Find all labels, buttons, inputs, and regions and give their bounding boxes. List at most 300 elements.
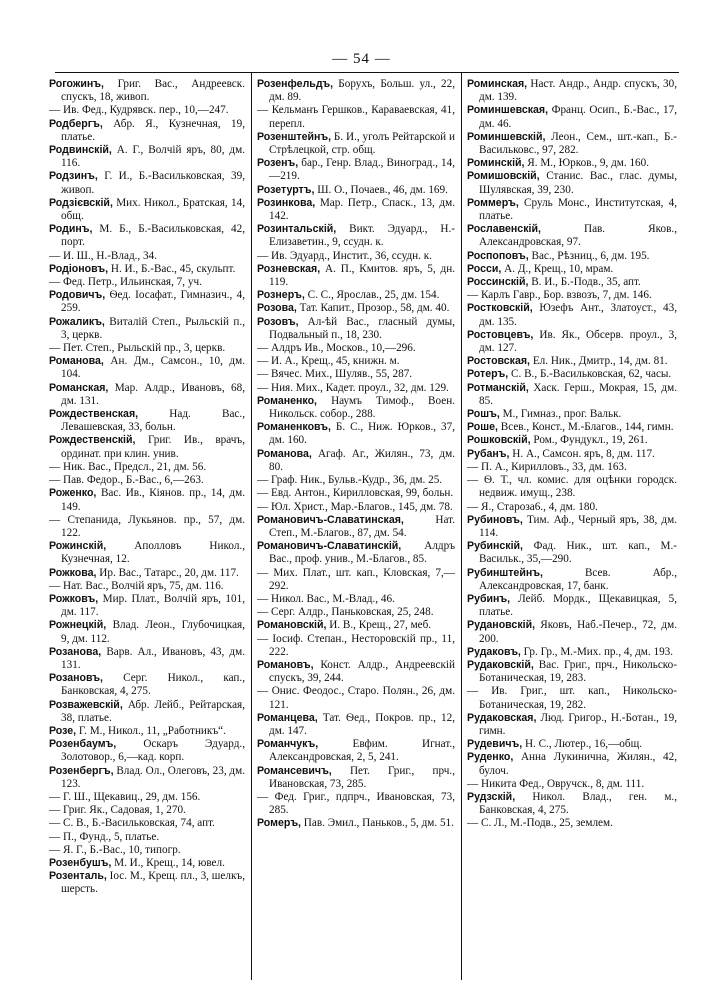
directory-entry — [467, 157, 677, 170]
directory-entry — [257, 658, 455, 685]
entry-surname: Роммеръ, — [467, 196, 519, 209]
directory-entry — [467, 104, 677, 130]
entry-details: М., Гимназ., прог. Вальк. — [499, 408, 622, 421]
entry-surname: Рубанъ, — [467, 447, 510, 460]
entry-details: — Евд. Антон., Кирилловская, 99, больн. — [257, 487, 454, 500]
directory-entry — [49, 170, 245, 196]
entry-surname: Родзієвскій, — [49, 196, 113, 209]
entry-surname: Рудаковъ, — [467, 645, 521, 658]
directory-entry — [257, 619, 455, 632]
entry-details: Лейб. Мордк., Щекавицкая, 5, платье. — [479, 592, 677, 619]
directory-entry — [49, 843, 245, 857]
column-divider — [251, 72, 252, 980]
entry-details: Ѳед. Іосафат., Гимназич., 4, 259. — [61, 289, 245, 315]
directory-entry — [467, 249, 677, 263]
entry-details: — Ив. Эдуард., Инстит., 36, ссудн. к. — [257, 249, 432, 262]
entry-surname: Розневская, — [257, 262, 321, 275]
entry-details: — Вячес. Мих., Шуляв., 55, 287. — [257, 368, 413, 381]
directory-entry — [49, 474, 245, 487]
entry-surname: Романенковъ, — [257, 421, 331, 434]
entry-details: Абр. Я., Кузнечная, 19, платье. — [61, 117, 245, 143]
entry-surname: Руденко, — [467, 751, 514, 764]
entry-details: Гр. Гр., М.-Мих. пр., 4, дм. 193. — [520, 645, 674, 658]
directory-entry — [257, 500, 455, 514]
directory-entry — [49, 460, 245, 474]
entry-details: Наст. Андр., Андр. спускъ, 30, дм. 139. — [479, 78, 677, 104]
entry-details: Оскаръ Эдуард., Золотовор., 6,—кад. корп. — [61, 738, 245, 764]
directory-entry — [467, 78, 677, 104]
directory-entry — [257, 566, 455, 593]
directory-entry — [467, 738, 677, 751]
entry-surname: Родвинскій, — [49, 144, 112, 157]
directory-entry — [467, 711, 677, 738]
entry-surname: Рудевичъ, — [467, 738, 523, 751]
entry-surname: Розенталь, — [49, 870, 107, 883]
directory-entry — [257, 249, 455, 263]
entry-details: — Пет. Степ., Рыльскій пр., 3, церкв. — [49, 342, 226, 355]
header-rule — [55, 72, 679, 73]
entry-details: В. И., Б.-Подв., 35, апт. — [528, 276, 641, 289]
entry-surname: Розенбергъ, — [49, 764, 114, 777]
directory-entry — [467, 817, 677, 830]
directory-entry — [49, 764, 245, 791]
entry-details: Г. И., Б.-Васильковская, 39, живоп. — [61, 170, 245, 196]
directory-entry — [49, 196, 245, 223]
entry-details: — Никита Фед., Овручск., 8, дм. 111. — [467, 777, 645, 790]
entry-details: — Григ. Як., Садовая, 1, 270. — [49, 804, 186, 817]
entry-details: Серг. Никол., кап., Банковская, 4, 275. — [61, 672, 245, 698]
entry-details: — Онис. Феодос., Старо. Полян., 26, дм. 121. — [257, 685, 455, 711]
entry-surname: Розановъ, — [49, 672, 103, 685]
entry-details: — Карлъ Гавр., Бор. взвозъ, 7, дм. 146. — [467, 289, 652, 302]
entry-surname: Розанова, — [49, 645, 102, 658]
entry-surname: Романцева, — [257, 711, 318, 724]
directory-entry — [467, 540, 677, 566]
directory-entry — [257, 302, 455, 315]
entry-details: — Я. Г., Б.-Вас., 10, типогр. — [49, 843, 181, 856]
entry-surname: Роженко, — [49, 487, 97, 500]
directory-entry — [257, 447, 455, 474]
entry-surname: Роминскій, — [467, 157, 525, 170]
directory-entry — [467, 368, 677, 381]
directory-entry — [49, 804, 245, 817]
entry-details: Нат. Степ., М.-Благов., 87, дм. 54. — [269, 513, 455, 539]
directory-entry — [257, 685, 455, 711]
entry-surname: Роше, — [467, 421, 498, 434]
directory-entry — [467, 408, 677, 421]
directory-entry — [257, 262, 455, 289]
entry-details: — Нат. Вас., Волчій яръ, 75, дм. 116. — [49, 579, 224, 592]
directory-entry — [49, 619, 245, 645]
entry-details: Викт. Эдуард., Н.-Елизаветин., 9, ссудн. к. — [269, 223, 455, 249]
entry-details: Юзефъ Ант., Златоуст., 43, дм. 135. — [479, 302, 677, 328]
entry-details: Н. А., Самсон. яръ, 8, дм. 117. — [509, 447, 655, 460]
entry-surname: Рознеръ, — [257, 289, 305, 302]
entry-details: — Я., Староза6., 4, дм. 180. — [467, 500, 598, 513]
entry-details: Аполловъ Никол., Кузнечная, 12. — [61, 540, 245, 566]
entry-details: Яковъ, Наб.-Печер., 72, дм. 200. — [479, 619, 677, 645]
entry-surname: Рожковъ, — [49, 592, 99, 605]
entry-surname: Родовичъ, — [49, 289, 106, 302]
entry-details: Варв. Ал., Ивановъ, 43, дм. 131. — [61, 645, 245, 671]
entry-details: Ш. О., Почаев., 46, дм. 169. — [314, 183, 448, 196]
directory-column-3 — [467, 78, 677, 831]
entry-details: Г. М., Никол., 11, „Работникъ“. — [76, 724, 226, 737]
directory-entry — [467, 434, 677, 447]
entry-details: Сруль Монс., Институтская, 4, платье. — [479, 196, 677, 223]
directory-entry — [49, 381, 245, 408]
directory-entry — [467, 685, 677, 711]
entry-surname: Роспоповъ, — [467, 249, 529, 262]
directory-entry — [467, 447, 677, 461]
directory-entry — [49, 579, 245, 593]
entry-details: Алдръ Вас., проф. унив., М.-Благов., 85. — [269, 540, 455, 566]
entry-details: — П., Фунд., 5, платье. — [49, 830, 160, 843]
directory-entry — [257, 223, 455, 249]
entry-details: Я. М., Юрков., 9, дм. 160. — [524, 157, 650, 170]
entry-surname: Роминская, — [467, 78, 528, 90]
entry-surname: Рудзскій, — [467, 790, 516, 803]
entry-details: — С. Л., М.-Подв., 25, землем. — [467, 817, 613, 830]
directory-entry — [257, 764, 455, 791]
entry-details: Мир. Плат., Волчій яръ, 101, дм. 117. — [61, 592, 245, 619]
directory-entry — [49, 540, 245, 566]
directory-entry — [257, 540, 455, 566]
entry-surname: Розовъ, — [257, 315, 299, 328]
entry-details: Станис. Вас., глас. думы, Шулявская, 39, 230. — [479, 170, 677, 196]
entry-details: Ром., Фундукл., 19, 261. — [530, 434, 648, 447]
entry-details: — Граф. Ник., Бульв.-Кудр., 36, дм. 25. — [257, 474, 443, 487]
entry-surname: Ротеръ, — [467, 368, 509, 381]
directory-entry — [467, 513, 677, 540]
directory-entry — [49, 870, 245, 896]
directory-entry — [467, 566, 677, 593]
directory-entry — [467, 592, 677, 619]
entry-details: С. С., Ярослав., 25, дм. 154. — [304, 289, 440, 302]
entry-details: — Серг. Алдр., Паньковская, 25, 248. — [257, 606, 434, 619]
directory-entry — [257, 104, 455, 130]
directory-entry — [467, 790, 677, 817]
directory-entry — [257, 632, 455, 659]
directory-entry — [257, 355, 455, 368]
directory-entry — [49, 315, 245, 342]
directory-entry — [257, 196, 455, 223]
entry-surname: Розетуртъ, — [257, 183, 315, 196]
directory-entry — [49, 592, 245, 619]
directory-entry — [49, 566, 245, 580]
directory-entry — [49, 342, 245, 355]
directory-entry — [467, 777, 677, 791]
directory-entry — [467, 289, 677, 302]
entry-details: Григ. Ив., врачъ, ординат. при клин. унив. — [61, 434, 245, 460]
entry-surname: Рождественскій, — [49, 434, 136, 447]
directory-entry — [257, 513, 455, 540]
directory-entry — [467, 421, 677, 434]
entry-surname: Рошъ, — [467, 408, 500, 421]
entry-details: Тат. Ѳед., Покров. пр., 12, дм. 147. — [269, 711, 455, 737]
entry-details: Фад. Ник., шт. кап., М.-Васильк., 35,—290. — [479, 540, 677, 566]
directory-entry — [257, 711, 455, 738]
entry-surname: Розинтальскій, — [257, 223, 337, 236]
entry-surname: Родинъ, — [49, 223, 93, 236]
entry-details: — Іосиф. Степан., Несторовскій пр., 11, 222. — [257, 632, 455, 658]
entry-details: — Пав. Федор., Б.-Вас., 6,—263. — [49, 474, 204, 487]
entry-surname: Розенбушъ, — [49, 856, 112, 869]
entry-details: — Ник. Вас., Предсл., 21, дм. 56. — [49, 460, 207, 473]
entry-surname: Ростковскій, — [467, 302, 533, 315]
entry-details: Вас., Рѣзниц., 6, дм. 195. — [528, 249, 650, 262]
directory-entry — [467, 328, 677, 355]
directory-entry — [49, 144, 245, 170]
entry-details: С. В., Б.-Васильковская, 62, часы. — [508, 368, 672, 381]
entry-details: — Фед. Петр., Ильинская, 7, уч. — [49, 276, 202, 289]
directory-entry — [467, 500, 677, 514]
directory-entry — [467, 658, 677, 685]
directory-entry — [257, 183, 455, 197]
entry-surname: Рожнецкій, — [49, 619, 107, 632]
directory-entry — [49, 738, 245, 764]
entry-details: — И. Ш., Н.-Влад., 34. — [49, 249, 158, 262]
entry-surname: Рожкова, — [49, 566, 97, 579]
directory-entry — [49, 355, 245, 381]
directory-entry — [467, 381, 677, 408]
entry-surname: Романова, — [257, 447, 312, 460]
entry-details: Тат. Капит., Прозор., 58, дм. 40. — [296, 302, 450, 315]
entry-details: — И. А., Крещ., 45, книжн. м. — [257, 355, 400, 368]
directory-entry — [49, 117, 245, 144]
directory-entry — [49, 790, 245, 804]
entry-details: Вас. Григ., прч., Никольско-Ботаническая, 19, 283. — [479, 658, 677, 685]
entry-surname: Романенко, — [257, 394, 317, 407]
entry-surname: Романовскій, — [257, 619, 327, 632]
entry-details: Наумъ Тимоф., Воен. Никольск. собор., 288. — [269, 394, 455, 421]
directory-entry — [49, 408, 245, 434]
entry-surname: Рославенскій, — [467, 223, 541, 236]
directory-entry — [49, 289, 245, 315]
entry-details: Анна Лукинична, Жилян., 42, булоч. — [479, 751, 677, 777]
entry-surname: Розважевскій, — [49, 698, 123, 711]
directory-entry — [467, 474, 677, 500]
entry-details: — Мих. Плат., шт. кап., Кловская, 7,—292. — [257, 566, 455, 592]
entry-details: Всев. Абр., Александровская, 17, банк. — [479, 566, 677, 592]
directory-entry — [49, 223, 245, 249]
directory-entry — [257, 157, 455, 183]
entry-surname: Росси, — [467, 262, 502, 275]
entry-surname: Розенштейнъ, — [257, 130, 332, 143]
directory-entry — [257, 790, 455, 817]
entry-details: Григ. Вас., Андреевск. спускъ, 18, живоп. — [61, 78, 245, 104]
entry-details: Мар. Петр., Спаск., 13, дм. 142. — [269, 196, 455, 223]
directory-entry — [49, 78, 245, 104]
entry-surname: Розенъ, — [257, 157, 299, 170]
directory-entry — [257, 342, 455, 355]
directory-entry — [467, 130, 677, 157]
entry-details: Хаск. Герш., Мокрая, 15, дм. 85. — [479, 381, 677, 407]
entry-details: бар., Генр. Влад., Виноград., 14,—219. — [269, 157, 455, 183]
entry-details: Ан. Дм., Самсон., 10, дм. 104. — [61, 355, 245, 381]
entry-details: Іос. М., Крещ. пл., 3, шелкъ, шерсть. — [61, 870, 245, 896]
directory-entry — [257, 817, 455, 830]
directory-entry — [467, 751, 677, 777]
directory-entry — [467, 276, 677, 289]
entry-details: Пав. Эмил., Паньков., 5, дм. 51. — [301, 817, 454, 830]
entry-details: Влад. Ол., Олеговъ, 23, дм. 123. — [61, 764, 245, 790]
entry-details: А. П., Кмитов. яръ, 5, дн. 119. — [269, 262, 455, 289]
entry-details: Пав. Яков., Александровская, 97. — [479, 223, 677, 249]
entry-details: — С. В., Б.-Васильковская, 74, апт. — [49, 817, 215, 830]
entry-details: Ел. Ник., Дмитр., 14, дм. 81. — [530, 355, 668, 368]
directory-entry — [257, 315, 455, 342]
entry-surname: Ромеръ, — [257, 817, 301, 830]
entry-surname: Рубинштейнъ, — [467, 566, 543, 579]
directory-entry — [49, 276, 245, 289]
directory-column-2 — [257, 78, 455, 831]
entry-details: Влад. Леон., Глубочицкая, 9, дм. 112. — [61, 619, 245, 645]
entry-surname: Рогожинъ, — [49, 78, 104, 90]
entry-surname: Рубинъ, — [467, 592, 511, 605]
entry-details: Никол. Влад., ген. м., Банковская, 4, 275. — [479, 790, 677, 817]
entry-surname: Ротманскій, — [467, 381, 529, 394]
directory-entry — [467, 355, 677, 368]
entry-surname: Рудановскій, — [467, 619, 536, 632]
entry-details: — Никол. Вас., М.-Влад., 46. — [257, 592, 395, 605]
entry-details: Б. И., уголъ Рейтарской и Стрѣлецкой, стр. общ. — [269, 130, 455, 157]
entry-surname: Рудаковская, — [467, 711, 537, 724]
directory-entry — [467, 302, 677, 328]
page-number: — 54 — — [332, 51, 391, 67]
entry-details: — Фед. Григ., пдпрч., Ивановская, 73, 285. — [257, 790, 455, 817]
entry-details: Мих. Никол., Братская, 14, общ. — [61, 196, 245, 223]
entry-surname: Романовичъ-Славатинскій, — [257, 540, 402, 553]
entry-surname: Романчукъ, — [257, 738, 319, 751]
entry-details: Пет. Григ., прч., Ивановская, 73, 285. — [269, 764, 455, 790]
entry-surname: Розенбаумъ, — [49, 738, 117, 751]
entry-surname: Романова, — [49, 355, 104, 368]
entry-details: М. Б., Б.-Васильковская, 42, порт. — [61, 223, 245, 249]
entry-surname: Роминшевская, — [467, 104, 549, 117]
entry-details: Н. И., Б.-Вас., 45, скульпт. — [108, 262, 236, 275]
entry-details: Всев., Конст., М.-Благов., 144, гимн. — [497, 421, 674, 434]
entry-details: А. Д., Крещ., 10, мрам. — [501, 262, 614, 275]
entry-details: — Кельманъ Гершков., Караваевская, 41, перепл. — [257, 104, 455, 130]
directory-entry — [257, 592, 455, 606]
directory-entry — [49, 698, 245, 725]
entry-details: Н. С., Лютер., 16,—общ. — [522, 738, 642, 751]
directory-entry — [257, 421, 455, 447]
entry-details: И. В., Крещ., 27, меб. — [326, 619, 432, 632]
entry-surname: Ростовская, — [467, 355, 531, 368]
directory-entry — [49, 724, 245, 738]
entry-details: — Ния. Мих., Кадет. проул., 32, дм. 129. — [257, 381, 449, 394]
entry-details: Б. С., Ниж. Юрков., 37, дм. 160. — [269, 421, 455, 447]
directory-entry — [257, 738, 455, 764]
directory-entry — [49, 249, 245, 263]
directory-entry — [467, 645, 677, 659]
directory-entry — [257, 474, 455, 487]
entry-surname: Розинкова, — [257, 196, 316, 209]
entry-surname: Рождественская, — [49, 408, 139, 421]
directory-entry — [49, 434, 245, 460]
entry-details: Абр. Лейб., Рейтарская, 38, платье. — [61, 698, 245, 724]
directory-entry — [49, 513, 245, 540]
directory-entry — [467, 170, 677, 196]
entry-details: Леон., Сем., шт.-кап., Б.-Васильковс., 97, 282. — [479, 130, 677, 157]
directory-entry — [49, 672, 245, 698]
entry-surname: Розе, — [49, 724, 77, 737]
entry-surname: Родзинъ, — [49, 170, 98, 183]
entry-details: — Юл. Христ., Мар.-Благов., 145, дм. 78. — [257, 500, 453, 513]
entry-surname: Рудаковскій, — [467, 658, 534, 671]
directory-entry — [467, 223, 677, 249]
directory-entry — [467, 196, 677, 223]
entry-details: — Г. Ш., Щекавиц., 29, дм. 156. — [49, 790, 201, 803]
entry-details: — Ѳ. Т., чл. комис. для оцѣнки городск. недвиж. имущ., 238. — [467, 474, 677, 500]
entry-surname: Россинскій, — [467, 276, 529, 289]
directory-entry — [257, 78, 455, 104]
entry-surname: Рубиновъ, — [467, 513, 523, 526]
entry-surname: Родіоновъ, — [49, 262, 109, 275]
entry-surname: Розова, — [257, 302, 297, 315]
directory-entry — [257, 606, 455, 619]
column-divider — [461, 72, 462, 980]
directory-entry — [49, 830, 245, 844]
entry-details: Над. Вас., Левашевская, 33, больн. — [61, 408, 245, 434]
directory-entry — [257, 381, 455, 395]
directory-entry — [49, 104, 245, 117]
entry-details: — Степанида, Лукьянов. пр., 57, дм. 122. — [49, 513, 245, 539]
entry-surname: Романовъ, — [257, 658, 314, 671]
entry-details: Люд. Григор., Н.-Ботан., 19, гимн. — [479, 711, 677, 737]
entry-details: Ир. Вас., Татарс., 20, дм. 117. — [96, 566, 239, 579]
entry-surname: Роминшевскій, — [467, 130, 546, 143]
entry-surname: Романовичъ-Славатинская, — [257, 513, 404, 526]
directory-entry — [257, 487, 455, 500]
directory-entry — [49, 817, 245, 830]
entry-details: — Алдръ Ив., Москов., 10,—296. — [257, 342, 416, 355]
entry-surname: Родбергъ, — [49, 117, 103, 130]
directory-entry — [257, 368, 455, 381]
entry-details: Ал-ѣй Вас., гласный думы, Подвальный п., 18, 230. — [269, 315, 455, 341]
entry-surname: Ростовцевъ, — [467, 328, 534, 341]
directory-entry — [257, 130, 455, 157]
entry-details: — Ив. Фед., Кудрявск. пер., 10,—247. — [49, 104, 229, 117]
directory-column-1 — [49, 78, 245, 897]
entry-details: Борухъ, Больш. ул., 22, дм. 89. — [269, 78, 455, 104]
directory-entry — [467, 262, 677, 276]
entry-surname: Розенфельдъ, — [257, 78, 334, 90]
entry-surname: Рубинскій, — [467, 540, 524, 553]
entry-details: М. И., Крещ., 14, ювел. — [111, 856, 225, 869]
entry-details: — Ив. Григ., шт. кап., Никольско-Ботаническая, 19, 282. — [467, 685, 677, 711]
directory-entry — [257, 289, 455, 302]
directory-entry — [467, 619, 677, 645]
entry-details: Тим. Аф., Черный яръ, 38, дм. 114. — [479, 513, 677, 539]
directory-entry — [49, 262, 245, 276]
directory-entry — [257, 394, 455, 421]
directory-entry — [467, 460, 677, 474]
entry-details: Конст. Алдр., Андреевскій спускъ, 39, 244. — [269, 658, 455, 685]
entry-details: Виталій Степ., Рыльскій п., 3, церкв. — [61, 315, 245, 341]
entry-details: А. Г., Волчій яръ, 80, дм. 116. — [61, 144, 245, 170]
entry-details: Евфим. Игнат., Александровская, 2, 5, 241. — [269, 738, 455, 764]
entry-details: Мар. Алдр., Ивановъ, 68, дм. 131. — [61, 381, 245, 407]
entry-surname: Рожаликъ, — [49, 315, 105, 328]
entry-details: Ив. Як., Обсерв. проул., 3, дм. 127. — [479, 328, 677, 355]
entry-surname: Ромишовскій, — [467, 170, 540, 183]
entry-details: Агаф. Аг., Жилян., 73, дм. 80. — [269, 447, 455, 473]
directory-entry — [49, 645, 245, 672]
entry-details: Франц. Осип., Б.-Вас., 17, дм. 46. — [479, 104, 677, 130]
